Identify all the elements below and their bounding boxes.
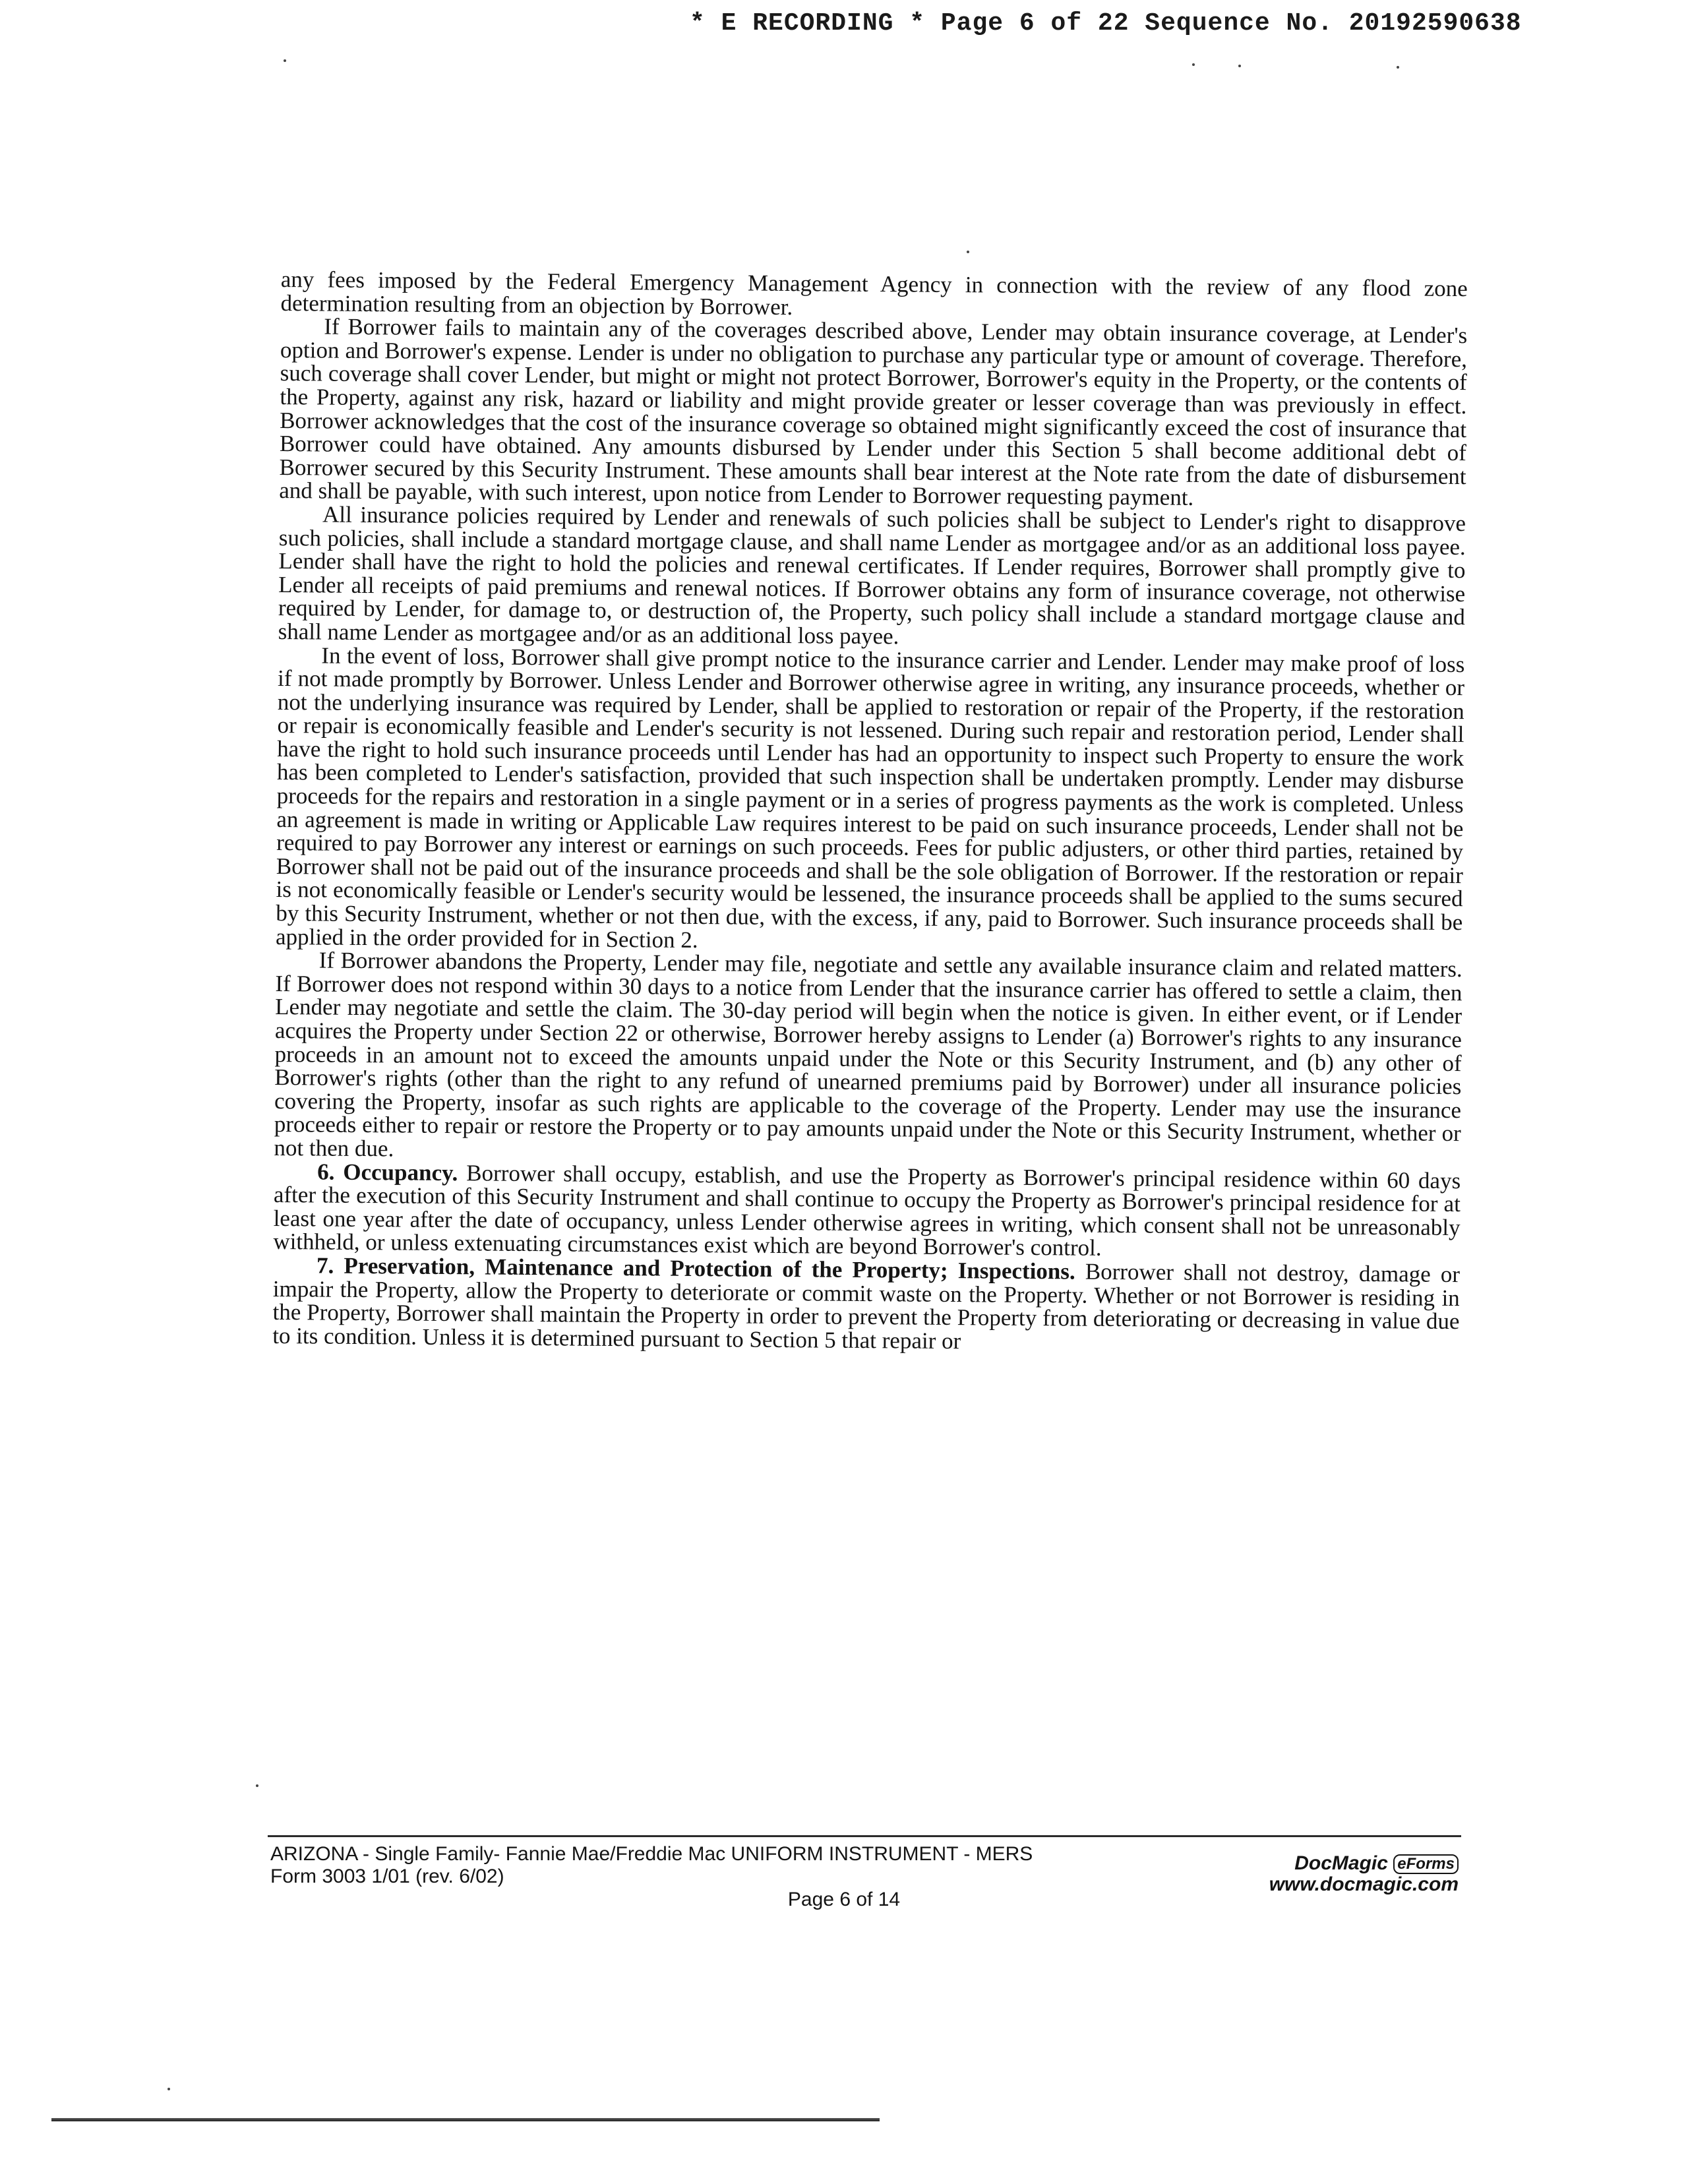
scan-speck: [256, 1784, 258, 1787]
scan-speck: [284, 59, 286, 62]
docmagic-brand-line: [1261, 1853, 1459, 1874]
docmagic-brand-name: DocMagic: [1294, 1852, 1388, 1874]
docmagic-logo: [1261, 1853, 1459, 1895]
scan-speck: [1238, 65, 1241, 67]
paragraph-flood-zone-fees: any fees imposed by the Federal Emergency Management Agency in connection with the review of any flood zone determination resulting from an objection by Borrower.: [280, 266, 1468, 320]
section-6-heading: 6. Occupancy.: [317, 1159, 458, 1186]
paragraph-insurance-policies: All insurance policies required by Lender and renewals of such policies shall be subject to Lender's right to disapprove such policies, shall include a standard mortgage clause, and shall name Lender as mortgagee and/or as an additional loss payee. Lender shall have the right to hold the policies and renewal certificates. If Lender requires, Borrower shall promptly give to Lender all receipts of paid premiums and renewal notices. If Borrower obtains any form of insurance coverage, not otherwise required by Lender, for damage to, or destruction of, the Property, such policy shall include a standard mortgage clause and shall name Lender as mortgagee and/or as an additional loss payee.: [278, 501, 1466, 650]
docmagic-url: www.docmagic.com: [1269, 1873, 1459, 1896]
footer-page-number: Page 6 of 14: [787, 1889, 901, 1910]
eforms-logo-mark: eForms: [1393, 1854, 1459, 1874]
paragraph-lender-obtained-coverage: If Borrower fails to maintain any of the coverages described above, Lender may obtain insurance coverage, at Lender's option and Borrower's expense. Lender is under no obligation to purchase any particular type or amount of coverage. Therefore, such coverage shall cover Lender, but might or might not protect Borrower, Borrower's equity in the Property, or the contents of the Property, against any risk, hazard or liability and might provide greater or lesser coverage than was previously in effect. Borrower acknowledges that the cost of the insurance coverage so obtained might significantly exceed the cost of insurance that Borrower could have obtained. Any amounts disbursed by Lender under this Section 5 shall become additional debt of Borrower secured by this Security Instrument. These amounts shall bear interest at the Note rate from the date of disbursement and shall be payable, with such interest, upon notice from Lender to Borrower requesting payment.: [279, 313, 1468, 511]
paragraph-abandonment: If Borrower abandons the Property, Lender may file, negotiate and settle any available insurance claim and related matters. If Borrower does not respond within 30 days to a notice from Lender that the insurance carrier has offered to settle a claim, then Lender may negotiate and settle the claim. The 30-day period will begin when the notice is given. In either event, or if Lender acquires the Property under Section 22 or otherwise, Borrower hereby assigns to Lender (a) Borrower's rights to any insurance proceeds in an amount not to exceed the amounts unpaid under the Note or this Security Instrument, and (b) any other of Borrower's rights (other than the right to any refund of unearned premiums paid by Borrower) under all insurance policies covering the Property, insofar as such rights are applicable to the coverage of the Property. Lender may use the insurance proceeds either to repair or restore the Property or to pay amounts unpaid under the Note or this Security Instrument, whether or not then due.: [274, 947, 1462, 1162]
recording-header: * E RECORDING * Page 6 of 22 Sequence No. 20192590638: [690, 9, 1522, 38]
paragraph-event-of-loss: In the event of loss, Borrower shall give prompt notice to the insurance carrier and Lender. Lender may make proof of loss if not made promptly by Borrower. Unless Lender and Borrower otherwise agree in writing, any insurance proceeds, whether or not the underlying insurance was required by Lender, shall be applied to restoration or repair of the Property, if the restoration or repair is economically feasible and Lender's security is not lessened. During such repair and restoration period, Lender shall have the right to hold such insurance proceeds until Lender has had an opportunity to inspect such Property to ensure the work has been completed to Lender's satisfaction, provided that such inspection shall be undertaken promptly. Lender may disburse proceeds for the repairs and restoration in a single payment or in a series of progress payments as the work is completed. Unless an agreement is made in writing or Applicable Law requires interest to be paid on such insurance proceeds, Lender shall not be required to pay Borrower any interest or earnings on such proceeds. Fees for public adjusters, or other third parties, retained by Borrower shall not be paid out of the insurance proceeds and shall be the sole obligation of Borrower. If the restoration or repair is not economically feasible or Lender's security would be lessened, the insurance proceeds shall be applied to the sums secured by this Security Instrument, whether or not then due, with the excess, if any, paid to Borrower. Such insurance proceeds shall be applied in the order provided for in Section 2.: [275, 642, 1465, 953]
scan-artifact-line: [51, 2118, 880, 2121]
scan-speck: [967, 251, 969, 253]
section-7-text: Borrower shall not destroy, damage or impair the Property, allow the Property to deteriorate or commit waste on the Property. Whether or not Borrower is residing in the Property, Borrower shall maintain the Property in order to prevent the Property from deteriorating or decreasing in value due to its condition. Unless it is determined pursuant to Section 5 that repair or: [272, 1258, 1461, 1354]
section-7-preservation: [272, 1254, 1460, 1357]
footer-form-info: [270, 1843, 1033, 1888]
scan-speck: [1397, 66, 1399, 69]
section-6-occupancy: [273, 1160, 1461, 1263]
section-7-heading: 7. Preservation, Maintenance and Protection of the Property; Inspections.: [316, 1252, 1075, 1285]
footer-divider: [268, 1835, 1461, 1837]
footer-form-number: Form 3003 1/01 (rev. 6/02): [270, 1866, 504, 1887]
scan-speck: [1192, 63, 1195, 66]
document-body: [272, 268, 1468, 1356]
section-6-text: Borrower shall occupy, establish, and use the Property as Borrower's principal residence within 60 days after the execution of this Security Instrument and shall continue to occupy the Property as Borrower's principal residence for at least one year after the date of occupancy, unless Lender otherwise agrees in writing, which consent shall not be unreasonably withheld, or unless extenuating circumstances exist which are beyond Borrower's control.: [273, 1159, 1461, 1261]
footer-form-title: ARIZONA - Single Family- Fannie Mae/Freddie Mac UNIFORM INSTRUMENT - MERS: [270, 1843, 1033, 1865]
scan-speck: [167, 2088, 170, 2090]
